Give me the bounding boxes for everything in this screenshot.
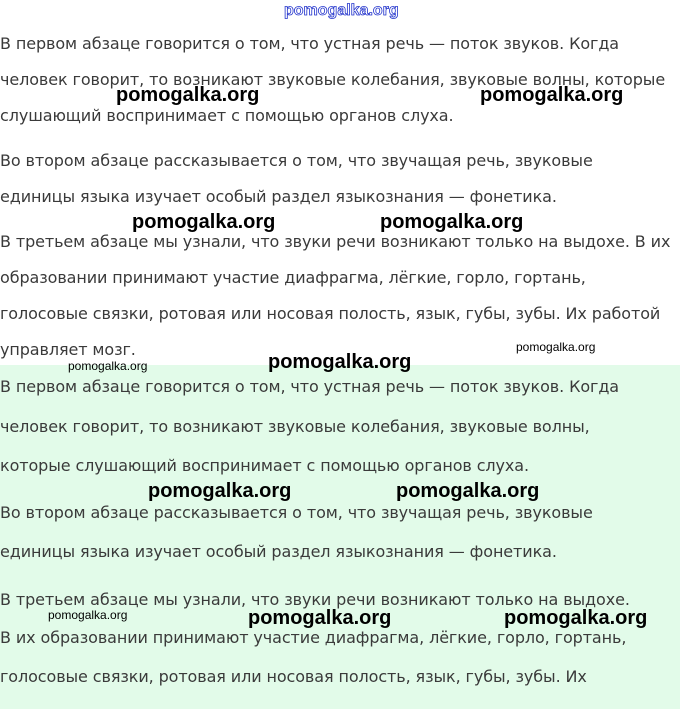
text-line: В первом абзаце говорится о том, что устная речь — поток звуков. Когда — [0, 377, 619, 396]
text-line: единицы языка изучает особый раздел языкознания — фонетика. — [0, 187, 557, 206]
text-line: которые слушающий воспринимает с помощью органов слуха. — [0, 456, 529, 475]
watermark: pomogalka.org — [148, 480, 292, 502]
watermark: pomogalka.org — [380, 211, 524, 233]
text-line: человек говорит, то возникают звуковые колебания, звуковые волны, которые — [0, 70, 666, 89]
text-line: Во втором абзаце рассказывается о том, что звучащая речь, звуковые — [0, 151, 593, 170]
watermark: pomogalka.org — [396, 480, 540, 502]
text-line: В третьем абзаце мы узнали, что звуки речи возникают только на выдохе. В их — [0, 232, 671, 251]
text-line: голосовые связки, ротовая или носовая полость, язык, губы, зубы. Их работой — [0, 304, 661, 323]
watermark: pomogalka.org — [132, 211, 276, 233]
watermark: pomogalka.org — [248, 607, 392, 629]
watermark: pomogalka.org — [504, 607, 648, 629]
text-line: Во втором абзаце рассказывается о том, что звучащая речь, звуковые — [0, 503, 593, 522]
watermark: pomogalka.org — [268, 351, 412, 373]
watermark: pomogalka.org — [480, 84, 624, 106]
watermark: pomogalka.org — [48, 608, 128, 622]
text-line: голосовые связки, ротовая или носовая полость, язык, губы, зубы. Их — [0, 667, 587, 686]
watermark: pomogalka.org — [516, 340, 596, 354]
text-line: единицы языка изучает особый раздел языкознания — фонетика. — [0, 542, 557, 561]
text-line: В их образовании принимают участие диафрагма, лёгкие, горло, гортань, — [0, 628, 627, 647]
text-line: В первом абзаце говорится о том, что устная речь — поток звуков. Когда — [0, 34, 619, 53]
text-line: В третьем абзаце мы узнали, что звуки речи возникают только на выдохе. — [0, 590, 630, 609]
text-line: управляет мозг. — [0, 340, 136, 359]
watermark: pomogalka.org — [68, 359, 148, 373]
watermark: pomogalka.org — [284, 2, 399, 19]
text-line: слушающий воспринимает с помощью органов слуха. — [0, 106, 454, 125]
watermark: pomogalka.org — [116, 84, 260, 106]
text-line: образовании принимают участие диафрагма, лёгкие, горло, гортань, — [0, 268, 586, 287]
text-line: человек говорит, то возникают звуковые колебания, звуковые волны, — [0, 417, 590, 436]
